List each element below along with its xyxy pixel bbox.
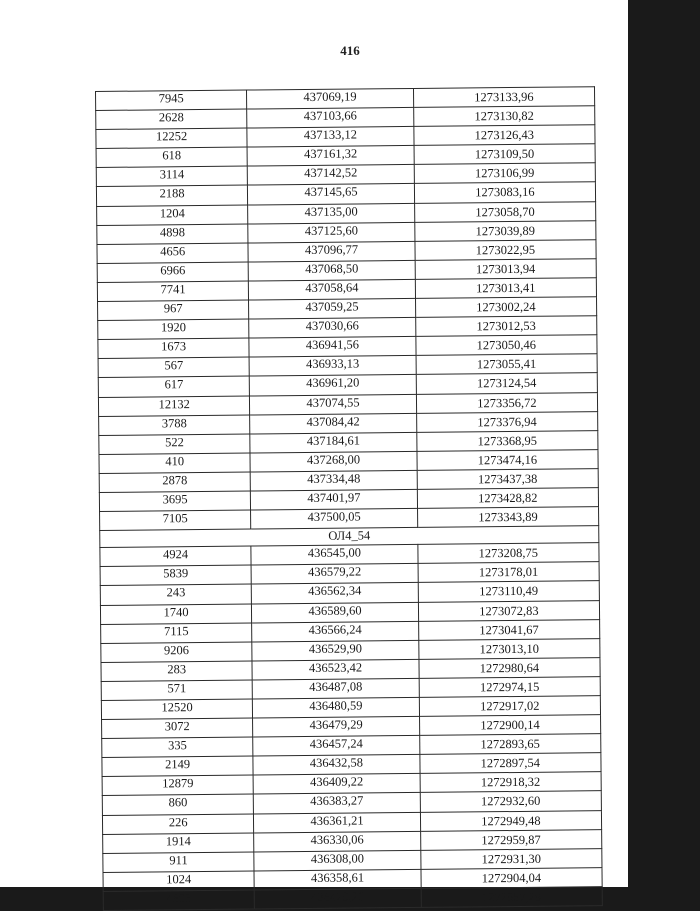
x-coordinate-cell: 436545,00 [251,545,418,566]
x-coordinate-cell: 436529,90 [252,640,419,661]
point-id-cell: 4898 [97,224,248,245]
x-coordinate-cell: 436566,24 [252,621,419,642]
y-coordinate-cell: 1273437,38 [417,469,598,490]
y-coordinate-cell: 1272959,87 [420,829,601,850]
y-coordinate-cell: 1273474,16 [417,449,598,470]
x-coordinate-cell: 437125,60 [248,222,415,243]
y-coordinate-cell: 1273368,95 [417,430,598,451]
y-coordinate-cell: 1273428,82 [417,488,598,509]
point-id-cell: 4924 [100,546,251,567]
point-id-cell: 567 [98,357,249,378]
x-coordinate-cell: 436361,21 [254,812,421,833]
y-coordinate-cell: 1272949,48 [420,810,601,831]
x-coordinate-cell: 436409,22 [253,774,420,795]
point-id-cell: 618 [96,147,247,168]
x-coordinate-cell: 437069,19 [247,88,414,109]
coordinates-table-body [96,87,603,911]
point-id-cell: 967 [98,300,249,321]
point-id-cell: 410 [99,453,250,474]
x-coordinate-cell: 437334,48 [250,470,417,491]
y-coordinate-cell: 1273039,89 [415,220,596,241]
y-coordinate-cell: 1272893,65 [419,734,600,755]
x-coordinate-cell: 437145,65 [248,184,415,205]
y-coordinate-cell: 1273178,01 [418,562,599,583]
y-coordinate-cell: 1273083,16 [414,182,595,203]
point-id-cell: 1204 [97,205,248,226]
x-coordinate-cell: 436358,61 [254,869,421,890]
section-title: ОЛ4_54 [100,526,599,548]
x-coordinate-cell: 436961,20 [250,375,417,396]
point-id-cell: 7105 [100,510,251,531]
x-coordinate-cell: 437084,42 [250,413,417,434]
x-coordinate-cell: 437068,50 [248,260,415,281]
point-id-cell: 860 [102,794,253,815]
y-coordinate-cell: 1273022,95 [415,239,596,260]
x-coordinate-cell: 437268,00 [250,451,417,472]
point-id-cell: 4656 [97,243,248,264]
point-id-cell: 617 [98,376,249,397]
point-id-cell: 2149 [102,756,253,777]
y-coordinate-cell: 1273356,72 [416,392,597,413]
point-id-cell: 3072 [102,718,253,739]
y-coordinate-cell: 1272904,04 [421,868,602,889]
x-coordinate-cell: 437135,00 [248,203,415,224]
point-id-cell: 12520 [101,699,252,720]
y-coordinate-cell: 1273376,94 [416,411,597,432]
x-coordinate-cell: 436523,42 [252,659,419,680]
x-coordinate-cell: 436330,06 [254,831,421,852]
point-id-cell: 12252 [96,128,247,149]
x-coordinate-cell: 437058,64 [249,279,416,300]
y-coordinate-cell: 1273050,46 [416,335,597,356]
x-coordinate-cell: 437133,12 [247,127,414,148]
point-id-cell: 1920 [98,319,249,340]
y-coordinate-cell: 1273055,41 [416,354,597,375]
point-id-cell: 226 [102,814,253,835]
y-coordinate-cell: 1272931,30 [421,848,602,869]
point-id-cell: 3695 [99,491,250,512]
y-coordinate-cell: 1272900,14 [419,715,600,736]
point-id-cell: 2628 [96,109,247,130]
y-coordinate-cell: 1272918,32 [420,772,601,793]
x-coordinate-cell: 437059,25 [249,298,416,319]
x-coordinate-cell: 436562,34 [252,583,419,604]
x-coordinate-cell: 436487,08 [252,678,419,699]
y-coordinate-cell: 1272932,60 [420,791,601,812]
table-row [103,887,602,911]
x-coordinate-cell: 436941,56 [249,337,416,358]
x-coordinate-cell: 437030,66 [249,318,416,339]
y-coordinate-cell: 1273013,41 [415,278,596,299]
y-coordinate-cell: 1273124,54 [416,373,597,394]
x-coordinate-cell: 437401,97 [251,489,418,510]
y-coordinate-cell: 1272980,64 [419,657,600,678]
coordinates-table [95,86,603,911]
point-id-cell: 6966 [97,262,248,283]
y-coordinate-cell: 1273106,99 [414,163,595,184]
point-id-cell: 3788 [99,415,250,436]
x-coordinate-cell: 436383,27 [254,793,421,814]
point-id-cell: 571 [101,680,252,701]
y-coordinate-cell: 1273126,43 [414,125,595,146]
x-coordinate-cell: 436480,59 [253,697,420,718]
y-coordinate-cell: 1273130,82 [413,106,594,127]
y-coordinate-cell: 1273013,10 [419,638,600,659]
y-coordinate-cell: 1273013,94 [415,259,596,280]
point-id-cell: 335 [102,737,253,758]
x-coordinate-cell: 436589,60 [252,602,419,623]
point-id-cell: 4806 [103,890,254,911]
point-id-cell: 1024 [103,871,254,892]
y-coordinate-cell: 1272857,29 [421,887,602,908]
x-coordinate-cell: 436933,13 [249,356,416,377]
page-number: 416 [340,43,360,58]
x-coordinate-cell: 437161,32 [247,146,414,167]
y-coordinate-cell: 1273109,50 [414,144,595,165]
point-id-cell: 5839 [100,565,251,586]
y-coordinate-cell: 1272917,02 [419,696,600,717]
y-coordinate-cell: 1273041,67 [418,619,599,640]
y-coordinate-cell: 1273002,24 [415,297,596,318]
x-coordinate-cell: 436579,22 [251,564,418,585]
y-coordinate-cell: 1272974,15 [419,677,600,698]
point-id-cell: 283 [101,661,252,682]
point-id-cell: 243 [100,584,251,605]
point-id-cell: 1740 [100,604,251,625]
y-coordinate-cell: 1273058,70 [414,201,595,222]
x-coordinate-cell: 437103,66 [247,108,414,129]
point-id-cell: 9206 [101,642,252,663]
x-coordinate-cell: 436432,58 [253,755,420,776]
point-id-cell: 7945 [96,90,247,111]
x-coordinate-cell: 437500,05 [251,508,418,529]
point-id-cell: 7741 [97,281,248,302]
x-coordinate-cell: 437142,52 [248,165,415,186]
point-id-cell: 2878 [99,472,250,493]
point-id-cell: 2188 [96,186,247,207]
y-coordinate-cell: 1273012,53 [415,316,596,337]
point-id-cell: 3114 [96,166,247,187]
x-coordinate-cell: 436479,29 [253,717,420,738]
x-coordinate-cell: 437074,55 [250,394,417,415]
y-coordinate-cell: 1273072,83 [418,600,599,621]
point-id-cell: 1673 [98,338,249,359]
x-coordinate-cell: 436429,26 [254,888,421,909]
point-id-cell: 7115 [101,623,252,644]
x-coordinate-cell: 437184,61 [250,432,417,453]
y-coordinate-cell: 1273208,75 [418,543,599,564]
point-id-cell: 911 [103,852,254,873]
point-id-cell: 12132 [98,396,249,417]
x-coordinate-cell: 436457,24 [253,736,420,757]
point-id-cell: 1914 [103,833,254,854]
y-coordinate-cell: 1273110,49 [418,581,599,602]
y-coordinate-cell: 1272897,54 [420,753,601,774]
point-id-cell: 12879 [102,775,253,796]
point-id-cell: 522 [99,434,250,455]
x-coordinate-cell: 437096,77 [248,241,415,262]
y-coordinate-cell: 1273343,89 [417,507,598,528]
y-coordinate-cell: 1273133,96 [413,87,594,108]
x-coordinate-cell: 436308,00 [254,850,421,871]
